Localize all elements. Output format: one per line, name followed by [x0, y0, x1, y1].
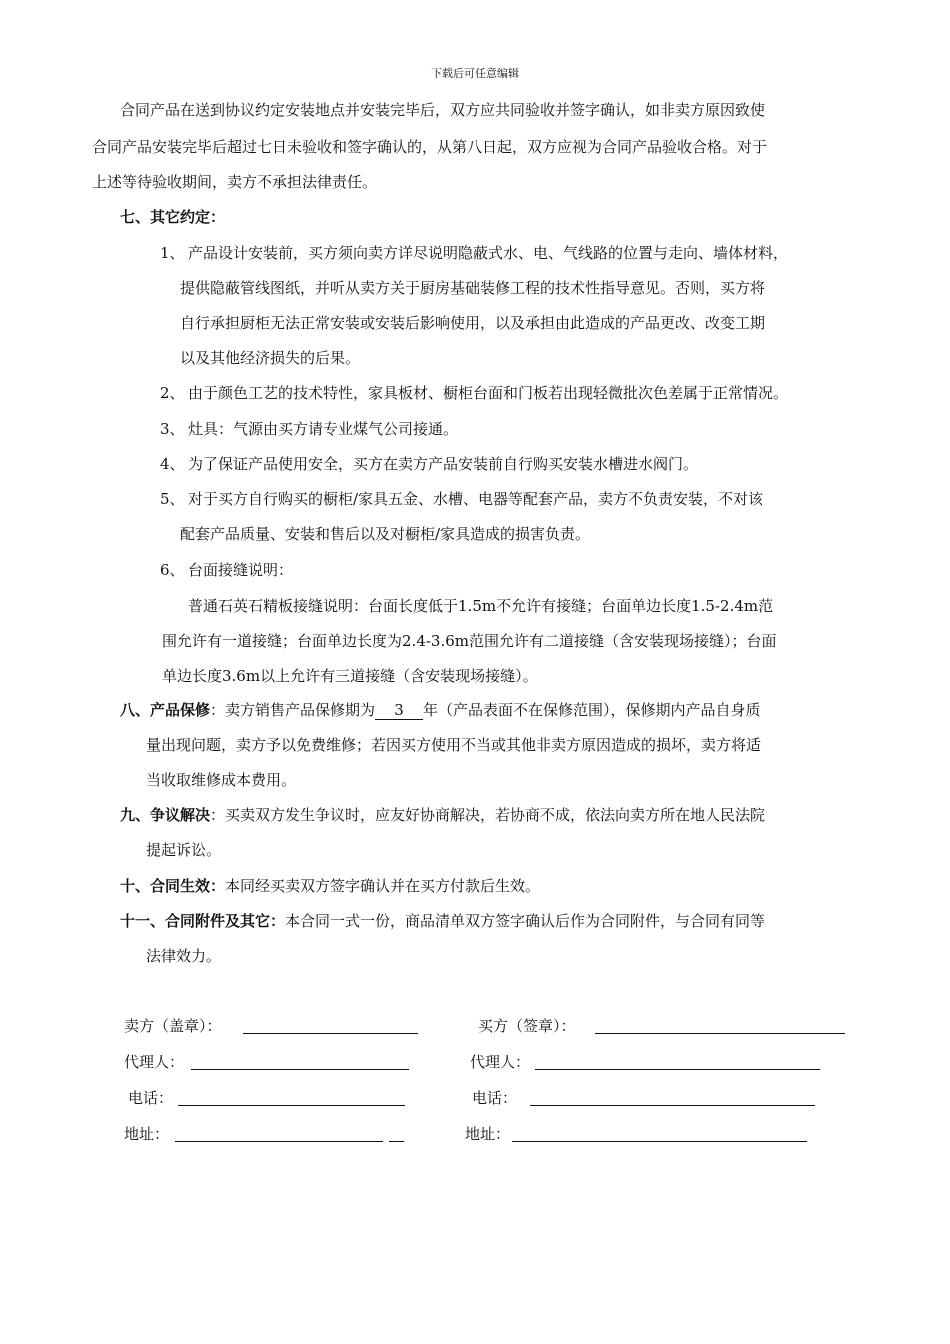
item-1-line-2: 提供隐蔽管线图纸，并听从卖方关于厨房基础装修工程的技术性指导意见。否则，买方将 — [180, 279, 766, 297]
section-9-line-1 — [120, 805, 765, 825]
item-5-line-1: 对于买方自行购买的橱柜/家具五金、水槽、电器等配套产品，卖方不负责安装，不对该 — [188, 490, 764, 508]
seller-address-line[interactable] — [175, 1141, 383, 1142]
section-8-line-2: 量出现问题，卖方予以免费维修；若因买方使用不当或其他非卖方原因造成的损坏，卖方将适 — [146, 736, 762, 754]
section-11-title: 十一、合同附件及其它： — [120, 912, 286, 930]
seam-line-2: 围允许有一道接缝；台面单边长度为2.4-3.6m范围允许有二道接缝（含安装现场接缝）；台面 — [162, 632, 777, 650]
buyer-address-line[interactable] — [512, 1141, 807, 1142]
intro-line-1: 合同产品在送到协议约定安装地点并安装完毕后，双方应共同验收并签字确认，如非卖方原因致使 — [120, 101, 766, 119]
seam-line-3: 单边长度3.6m以上允许有三道接缝（含安装现场接缝）。 — [162, 667, 538, 685]
section-8-title: 八、产品保修 — [120, 701, 211, 719]
section-7-title: 七、其它约定： — [120, 208, 226, 226]
item-5-line-2: 配套产品质量、安装和售后以及对橱柜/家具造成的损害负责。 — [180, 525, 591, 543]
seam-line-1: 普通石英石精板接缝说明：台面长度低于1.5m不允许有接缝；台面单边长度1.5-2.4m范 — [188, 597, 774, 615]
item-6-line-1: 台面接缝说明： — [188, 561, 294, 579]
buyer-seal-label: 买方（签章）： — [478, 1017, 576, 1035]
item-number: 6、 — [160, 561, 185, 579]
section-8-line-3: 当收取维修成本费用。 — [146, 771, 297, 789]
section-9-line-2: 提起诉讼。 — [146, 841, 222, 859]
item-1-line-4: 以及其他经济损失的后果。 — [180, 349, 361, 367]
item-3-line-1: 灶具：气源由买方请专业煤气公司接通。 — [188, 420, 459, 438]
section-10-line — [120, 876, 540, 896]
section-11-text: 本合同一式一份，商品清单双方签字确认后作为合同附件，与合同有同等 — [285, 912, 766, 930]
seller-phone-line[interactable] — [178, 1105, 405, 1106]
buyer-agent-line[interactable] — [535, 1069, 820, 1070]
seller-seal-line[interactable] — [243, 1033, 418, 1034]
item-number: 3、 — [160, 420, 185, 438]
buyer-agent-label: 代理人： — [470, 1053, 531, 1071]
intro-line-3: 上述等待验收期间，卖方不承担法律责任。 — [92, 173, 378, 191]
seller-agent-label: 代理人： — [124, 1053, 185, 1071]
section-10-title: 十、合同生效： — [120, 877, 226, 895]
section-8-line-1 — [120, 700, 761, 720]
item-number: 1、 — [160, 244, 185, 262]
seller-agent-line[interactable] — [191, 1069, 409, 1070]
warranty-years: 3 — [375, 701, 423, 720]
section-9-text: ：买卖双方发生争议时，应友好协商解决，若协商不成，依法向卖方所在地人民法院 — [210, 806, 766, 824]
seller-phone-label: 电话： — [128, 1089, 174, 1107]
section-11-line-1 — [120, 911, 765, 931]
item-4-line-1: 为了保证产品使用安全，买方在卖方产品安装前自行购买安装水槽进水阀门。 — [188, 455, 699, 473]
buyer-phone-label: 电话： — [472, 1089, 518, 1107]
section-9-title: 九、争议解决 — [120, 806, 211, 824]
item-number: 2、 — [160, 384, 185, 402]
buyer-seal-line[interactable] — [595, 1033, 845, 1034]
buyer-address-label: 地址： — [465, 1125, 511, 1143]
item-number: 5、 — [160, 490, 185, 508]
page-header: 下载后可任意编辑 — [431, 67, 519, 80]
item-1-line-3: 自行承担厨柜无法正常安装或安装后影响使用，以及承担由此造成的产品更改、改变工期 — [180, 314, 766, 332]
item-number: 4、 — [160, 455, 185, 473]
item-2-line-1: 由于颜色工艺的技术特性，家具板材、橱柜台面和门板若出现轻微批次色差属于正常情况。 — [188, 384, 789, 402]
section-8-text-2: 年（产品表面不在保修范围），保修期内产品自身质 — [423, 701, 761, 719]
intro-line-2: 合同产品安装完毕后超过七日未验收和签字确认的，从第八日起，双方应视为合同产品验收合格。对于 — [92, 138, 768, 156]
buyer-phone-line[interactable] — [530, 1105, 815, 1106]
item-1-line-1: 产品设计安装前，买方须向卖方详尽说明隐蔽式水、电、气线路的位置与走向、墙体材料， — [188, 244, 789, 262]
section-11-line-2: 法律效力。 — [146, 947, 222, 965]
section-10-text: 本同经买卖双方签字确认并在买方付款后生效。 — [225, 877, 541, 895]
seller-seal-label: 卖方（盖章）： — [124, 1017, 222, 1035]
seller-address-label: 地址： — [124, 1125, 170, 1143]
seller-address-line-tail — [389, 1141, 404, 1142]
section-8-text: ：卖方销售产品保修期为 — [210, 701, 376, 719]
